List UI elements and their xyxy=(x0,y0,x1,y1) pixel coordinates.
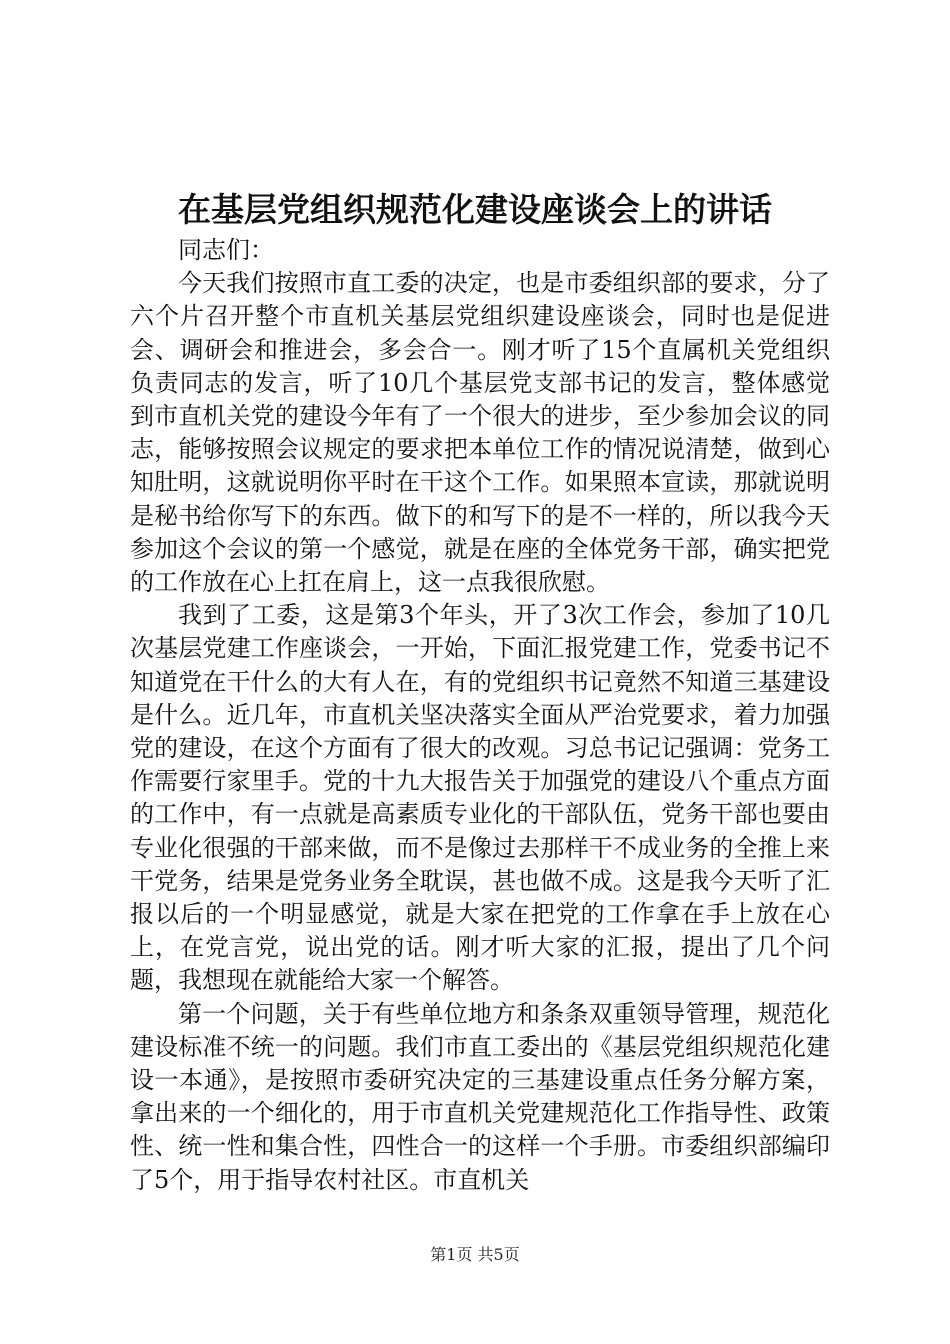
paragraph-salutation: 同志们： xyxy=(178,236,274,264)
paragraph-2: 我到了工委，这是第3个年头，开了3次工作会，参加了10几次基层党建工作座谈会，一开始，下面汇报党建工作，党委书记不知道党在干什么的大有人在，有的党组织书记竟然不知道三基建设是什么。近几年，市直机关坚决落实全面从严治党要求，着力加强党的建设，在这个方面有了很大的改观。习总书记记强调：党务工作需要行家里手。党的十九大报告关于加强党的建设八个重点方面的工作中，有一点就是高素质专业化的干部队伍，党务干部也要由专业化很强的干部来做，而不是像过去那样干不成业务的全推上来干党务，结果是党务业务全耽误，甚也做不成。这是我今天听了汇报以后的一个明显感觉，就是大家在把党的工作拿在手上放在心上，在党言党，说出党的话。刚才听大家的汇报，提出了几个问题，我想现在就能给大家一个解答。 xyxy=(130,601,830,995)
document-body xyxy=(130,234,830,1197)
paragraph-1: 今天我们按照市直工委的决定，也是市委组织部的要求，分了六个片召开整个市直机关基层党组织建设座谈会，同时也是促进会、调研会和推进会，多会合一。刚才听了15个直属机关党组织负责同志的发言，听了10几个基层党支部书记的发言，整体感觉到市直机关党的建设今年有了一个很大的进步，至少参加会议的同志，能够按照会议规定的要求把本单位工作的情况说清楚，做到心知肚明，这就说明你平时在干这个工作。如果照本宣读，那就说明是秘书给你写下的东西。做下的和写下的是不一样的，所以我今天参加这个会议的第一个感觉，就是在座的全体党务干部，确实把党的工作放在心上扛在肩上，这一点我很欣慰。 xyxy=(130,269,830,597)
page-number-footer: 第1页 共5页 xyxy=(430,1245,520,1264)
document-title: 在基层党组织规范化建设座谈会上的讲话 xyxy=(178,190,772,229)
paragraph-3: 第一个问题，关于有些单位地方和条条双重领导管理，规范化建设标准不统一的问题。我们市直工委出的《基层党组织规范化建设一本通》，是按照市委研究决定的三基建设重点任务分解方案，拿出来的一个细化的，用于市直机关党建规范化工作指导性、政策性、统一性和集合性，四性合一的这样一个手册。市委组织部编印了5个，用于指导农村社区。市直机关 xyxy=(130,999,830,1194)
